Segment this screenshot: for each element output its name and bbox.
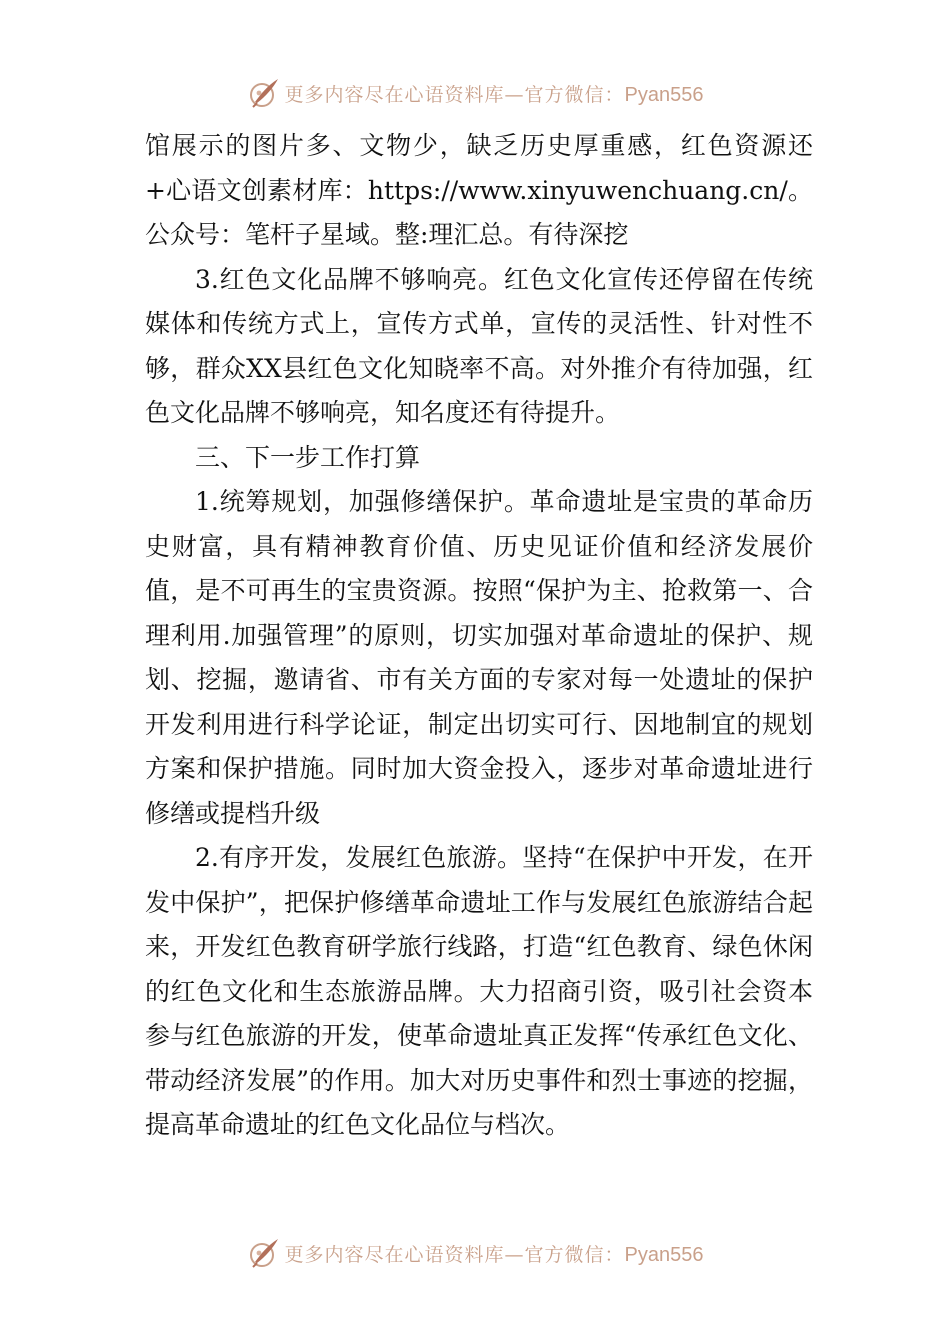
- quill-pen-logo-icon: [247, 1236, 281, 1270]
- paragraph-continuation: 馆展示的图片多、文物少，缺乏历史厚重感，红色资源还+心语文创素材库：https://www.xinyuwenchuang.cn/。公众号：笔杆子星域。整:理汇总。有待深挖: [145, 131, 813, 249]
- watermark-text: 更多内容尽在心语资料库—官方微信：Pyan556: [284, 1243, 704, 1266]
- wechat-id: Pyan556: [624, 1243, 704, 1266]
- watermark-banner-top: [0, 76, 950, 110]
- section-heading: 三、下一步工作打算: [195, 442, 421, 472]
- watermark-banner-bottom: [0, 1236, 950, 1270]
- wechat-id: Pyan556: [624, 83, 704, 106]
- document-body: [145, 124, 813, 1148]
- watermark-text: 更多内容尽在心语资料库—官方微信：Pyan556: [284, 83, 704, 106]
- paragraph-brand: 3.红色文化品牌不够响亮。红色文化宣传还停留在传统媒体和传统方式上，宣传方式单，宣传的灵活性、针对性不够，群众XX县红色文化知晓率不高。对外推介有待加强，红色文化品牌不够响亮，知名度还有待提升。: [145, 264, 813, 427]
- paragraph-development: 2.有序开发，发展红色旅游。坚持“在保护中开发，在开发中保护”，把保护修缮革命遗址工作与发展红色旅游结合起来，开发红色教育研学旅行线路，打造“红色教育、绿色休闲的红色文化和生态旅游品牌。大力招商引资，吸引社会资本参与红色旅游的开发，使革命遗址真正发挥“传承红色文化、带动经济发展”的作用。加大对历史事件和烈士事迹的挖掘，提高革命遗址的红色文化品位与档次。: [145, 843, 813, 1139]
- quill-pen-logo-icon: [247, 76, 281, 110]
- paragraph-planning: 1.统筹规划，加强修缮保护。革命遗址是宝贵的革命历史财富，具有精神教育价值、历史见证价值和经济发展价值，是不可再生的宝贵资源。按照“保护为主、抢救第一、合理利用.加强管理”的原则，切实加强对革命遗址的保护、规划、挖掘，邀请省、市有关方面的专家对每一处遗址的保护开发利用进行科学论证，制定出切实可行、因地制宜的规划方案和保护措施。同时加大资金投入，逐步对革命遗址进行修缮或提档升级: [145, 487, 813, 828]
